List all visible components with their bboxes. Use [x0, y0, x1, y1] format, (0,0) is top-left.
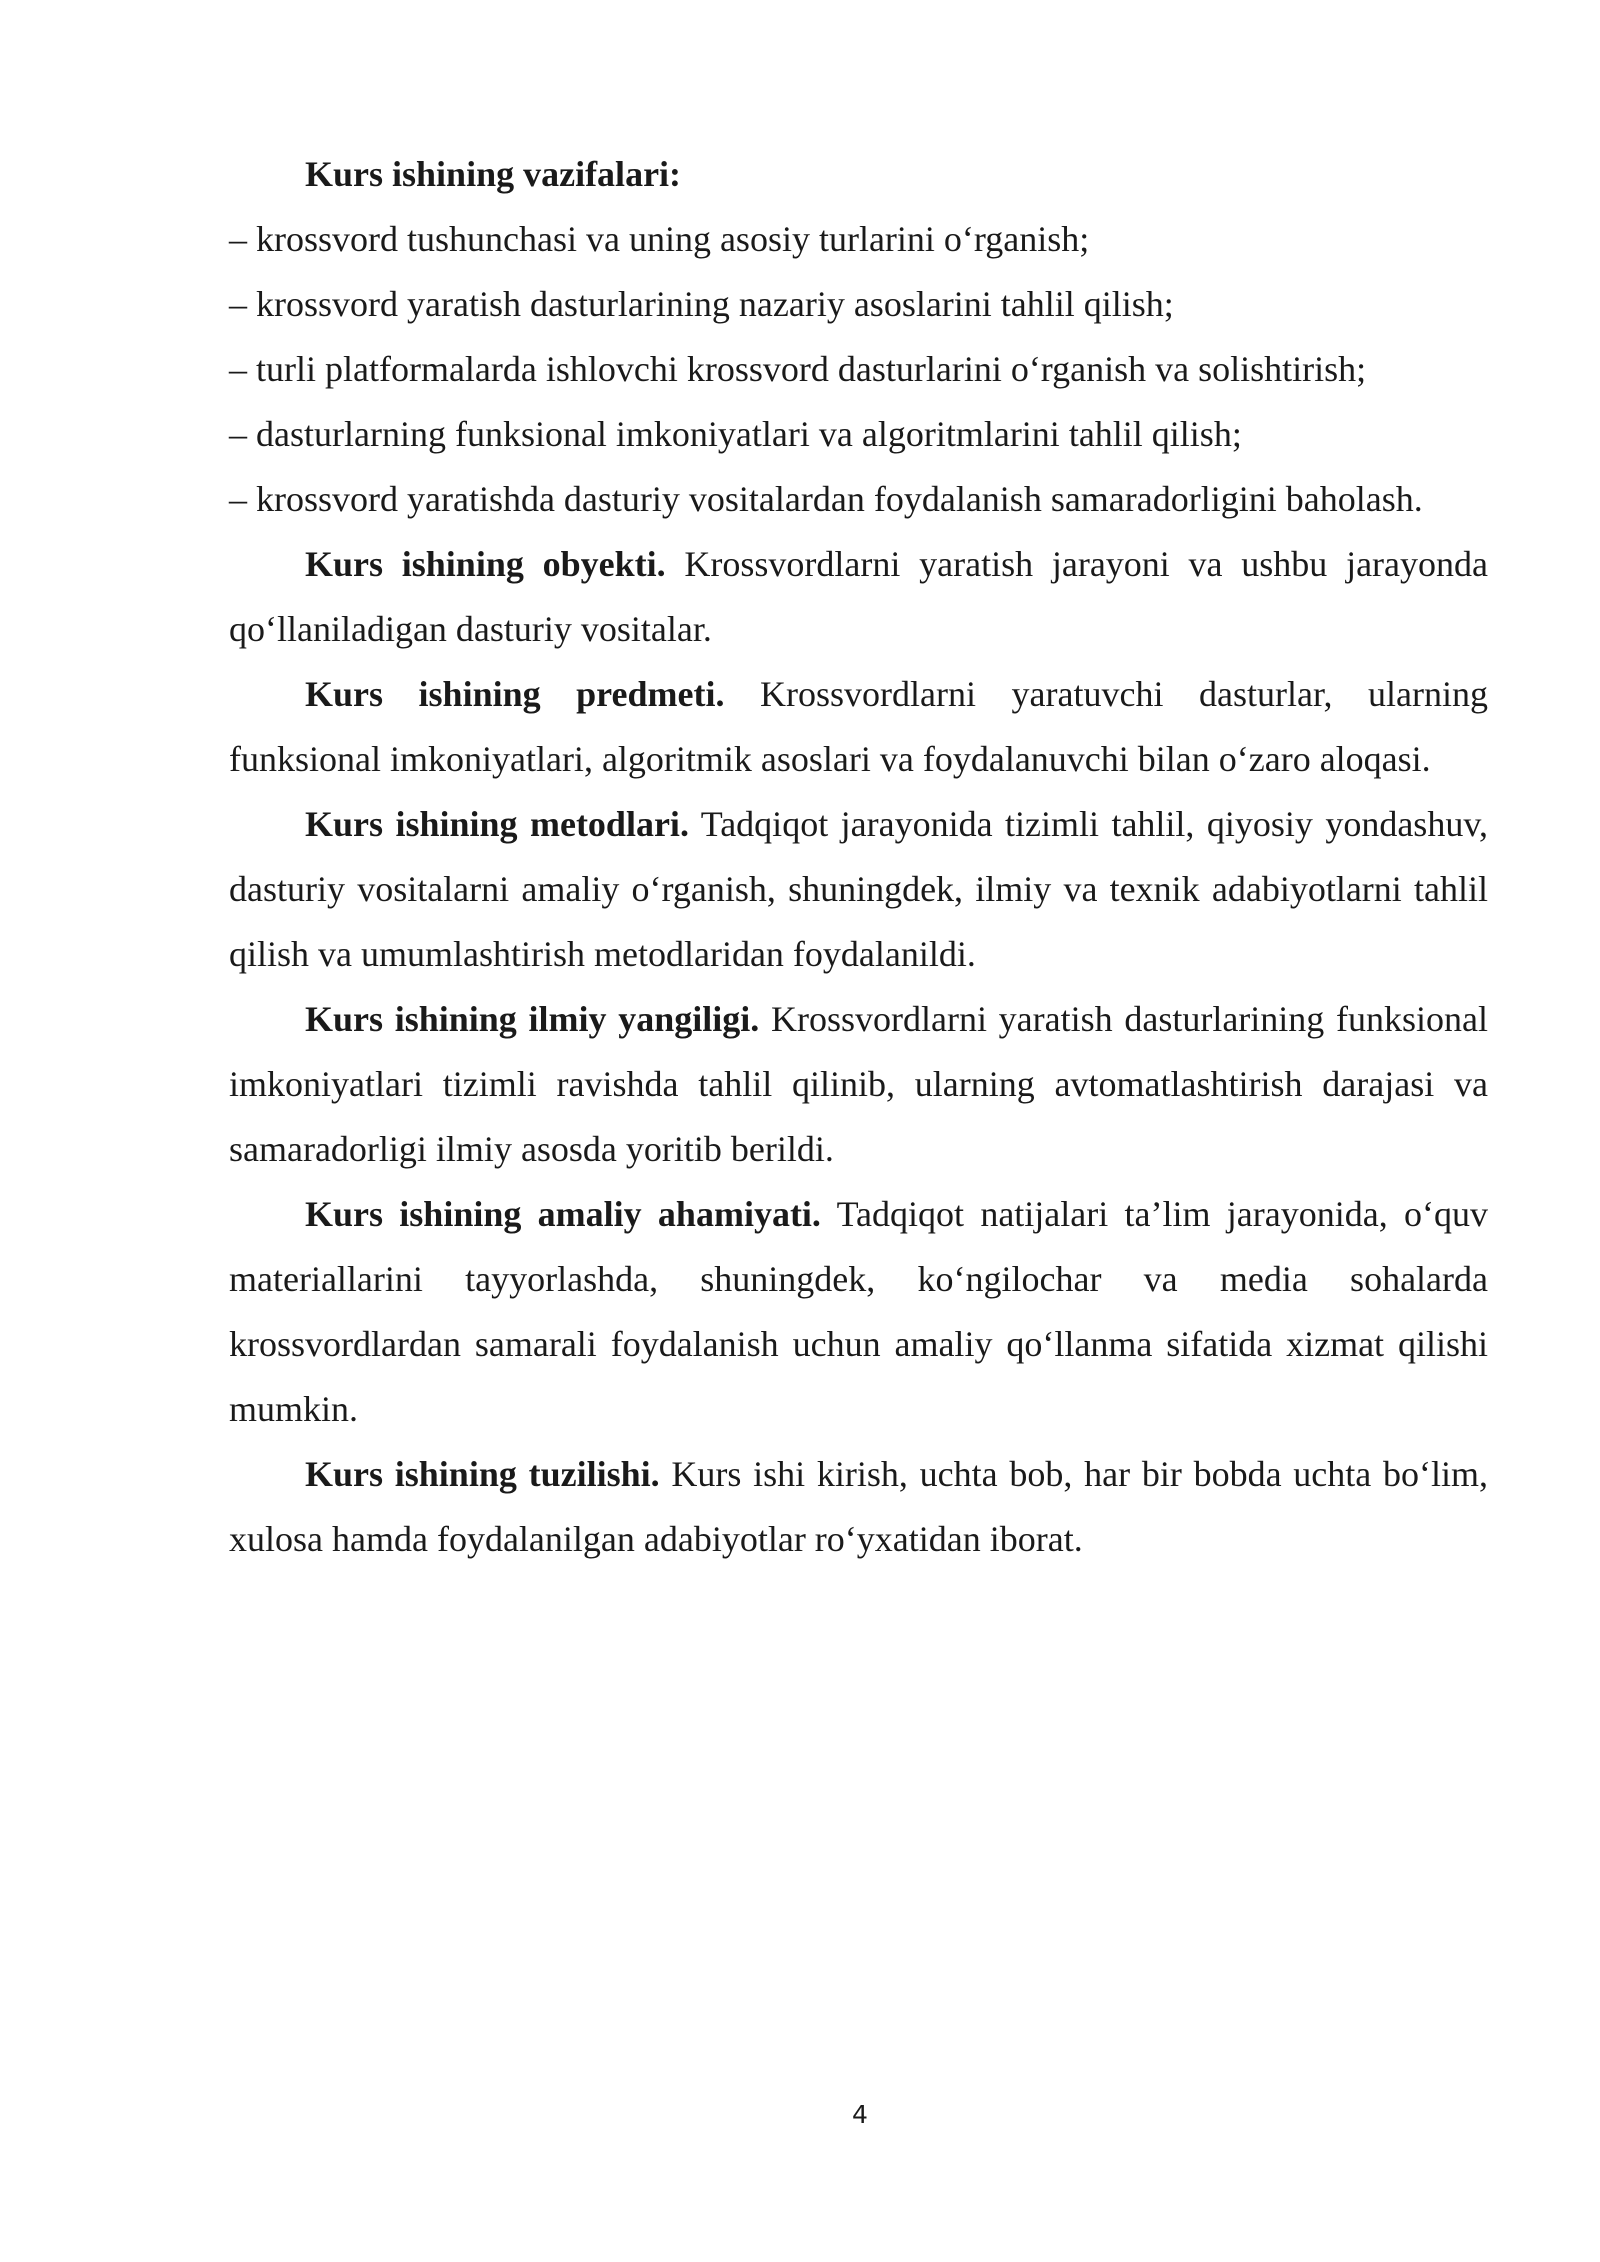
section-methods [229, 792, 1488, 987]
section-label: Kurs ishining metodlari. [305, 804, 689, 844]
section-label: Kurs ishining amaliy ahamiyati. [305, 1194, 821, 1234]
task-item: – krossvord yaratish dasturlarining nazariy asoslarini tahlil qilish; [229, 284, 1174, 324]
page-number: 4 [852, 2100, 868, 2129]
section-practical-value [229, 1182, 1488, 1442]
section-label: Kurs ishining predmeti. [305, 674, 725, 714]
section-novelty [229, 987, 1488, 1182]
section-object [229, 532, 1488, 662]
task-item: – krossvord yaratishda dasturiy vositalardan foydalanish samaradorligini baholash. [229, 479, 1423, 519]
section-text: Krossvordlarni yaratish jarayoni va ushbu jarayonda qo‘llaniladigan dasturiy vositalar. [229, 544, 1488, 649]
section-structure [229, 1442, 1488, 1572]
section-label: Kurs ishining obyekti. [305, 544, 666, 584]
task-item: – turli platformalarda ishlovchi krossvord dasturlarini o‘rganish va solishtirish; [229, 349, 1367, 389]
section-label: Kurs ishining tuzilishi. [305, 1454, 660, 1494]
tasks-heading: Kurs ishining vazifalari: [305, 154, 682, 194]
section-text: Krossvordlarni yaratish dasturlarining funksional imkoniyatlari tizimli ravishda tahlil qilinib, ularning avtomatlashtirish darajasi va samaradorligi ilmiy asosda yoritib berildi. [229, 999, 1488, 1169]
section-subject [229, 662, 1488, 792]
section-text: Krossvordlarni yaratuvchi dasturlar, ularning funksional imkoniyatlari, algoritmik asoslari va foydalanuvchi bilan o‘zaro aloqasi. [229, 674, 1488, 779]
task-item: – dasturlarning funksional imkoniyatlari va algoritmlarini tahlil qilish; [229, 414, 1242, 454]
page-content [229, 142, 1488, 1572]
section-text: Tadqiqot natijalari ta’lim jarayonida, o‘quv materiallarini tayyorlashda, shuningdek, ko‘ngilochar va media sohalarda krossvordlardan samarali foydalanish uchun amaliy qo‘llanma sifatida xizmat qilishi mumkin. [229, 1194, 1488, 1429]
section-text: Kurs ishi kirish, uchta bob, har bir bobda uchta bo‘lim, xulosa hamda foydalanilgan adabiyotlar ro‘yxatidan iborat. [229, 1454, 1488, 1559]
section-text: Tadqiqot jarayonida tizimli tahlil, qiyosiy yondashuv, dasturiy vositalarni amaliy o‘rganish, shuningdek, ilmiy va texnik adabiyotlarni tahlil qilish va umumlashtirish metodlaridan foydalanildi. [229, 804, 1488, 974]
section-label: Kurs ishining ilmiy yangiligi. [305, 999, 760, 1039]
task-item: – krossvord tushunchasi va uning asosiy turlarini o‘rganish; [229, 219, 1090, 259]
